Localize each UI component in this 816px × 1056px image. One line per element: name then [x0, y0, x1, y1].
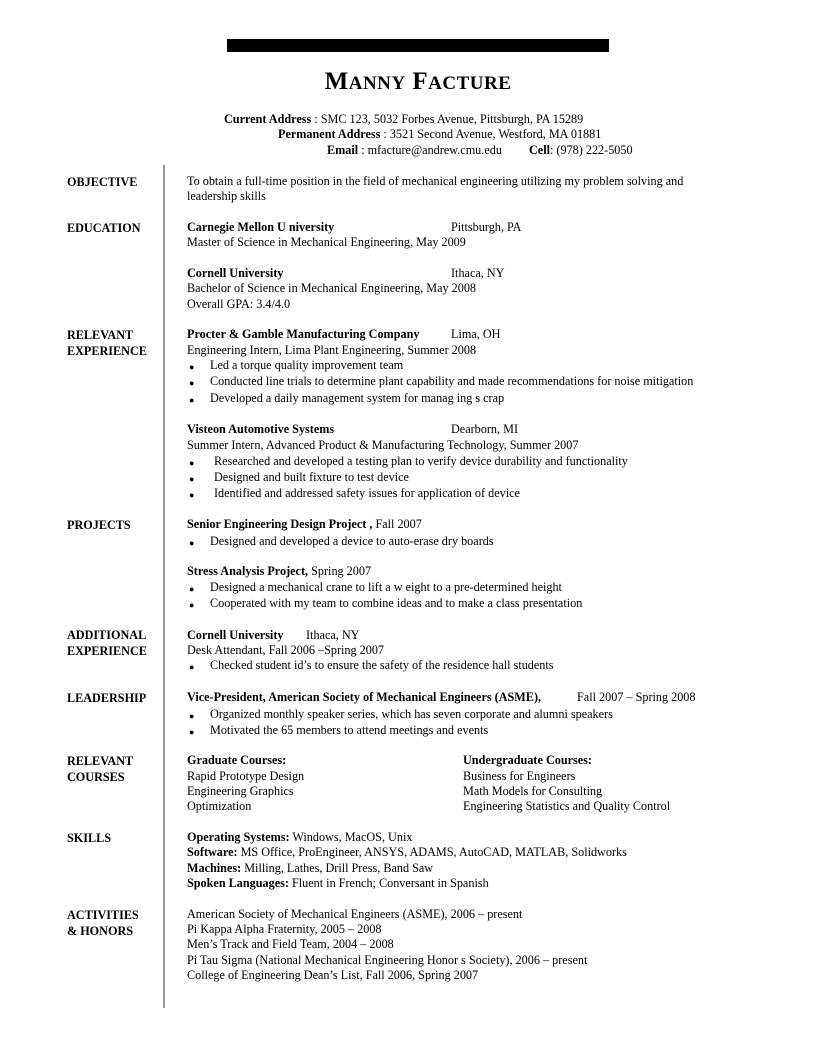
pg-company: Procter & Gamble Manufacturing Company: [187, 327, 420, 341]
bullet-icon: ●: [189, 458, 195, 468]
cmu-location: Pittsburgh, PA: [451, 220, 522, 234]
objective-line-2: leadership skills: [187, 189, 266, 203]
bullet-icon: ●: [189, 490, 195, 500]
cmu-degree: Master of Science in Mechanical Engineering, May 2009: [187, 235, 466, 249]
bullet-icon: ●: [189, 662, 195, 672]
visteon-bullet-3: Identified and addressed safety issues for application of device: [214, 486, 520, 500]
additional-location: Ithaca, NY: [306, 628, 360, 642]
activities-label: ACTIVITIES & HONORS: [67, 908, 139, 938]
cornell-gpa: Overall GPA: 3.4/4.0: [187, 297, 291, 311]
undergrad-courses-header: Undergraduate Courses:: [463, 753, 592, 767]
pg-location: Lima, OH: [451, 327, 501, 341]
grad-course: Optimization: [187, 799, 252, 813]
skills-software: Software: MS Office, ProEngineer, ANSYS, ADAMS, AutoCAD, MATLAB, Solidworks: [187, 845, 627, 859]
bullet-icon: ●: [189, 600, 195, 610]
grad-course: Rapid Prototype Design: [187, 769, 305, 783]
undergrad-course: Engineering Statistics and Quality Control: [463, 799, 671, 813]
additional-experience-label: ADDITIONAL EXPERIENCE: [67, 628, 147, 658]
visteon-bullet-1: Researched and developed a testing plan to verify device durability and functionality: [214, 454, 628, 468]
bullet-icon: ●: [189, 584, 195, 594]
visteon-company: Visteon Automotive Systems: [187, 422, 335, 436]
bullet-icon: ●: [189, 711, 195, 721]
section-divider: [163, 165, 165, 1008]
candidate-name: MANNY FACTURE: [324, 68, 512, 95]
additional-bullet-1: Checked student id’s to ensure the safety of the residence hall students: [210, 658, 554, 672]
objective-line-1: To obtain a full-time position in the field of mechanical engineering utilizing my problem solving and: [187, 174, 684, 188]
education-label: EDUCATION: [67, 221, 141, 235]
undergrad-course: Business for Engineers: [463, 769, 576, 783]
skills-languages: Spoken Languages: Fluent in French; Conversant in Spanish: [187, 876, 489, 890]
project-2-bullet-1: Designed a mechanical crane to lift a w eight to a pre-determined height: [210, 580, 562, 594]
courses-label: RELEVANT COURSES: [67, 754, 134, 784]
undergrad-course: Math Models for Consulting: [463, 784, 603, 798]
email-line: Email : mfacture@andrew.cmu.edu: [327, 143, 502, 157]
additional-role: Desk Attendant, Fall 2006 –Spring 2007: [187, 643, 385, 657]
bullet-icon: ●: [189, 538, 195, 548]
additional-org: Cornell University: [187, 628, 284, 642]
leadership-title: Vice-President, American Society of Mechanical Engineers (ASME),: [187, 690, 542, 704]
permanent-address: Permanent Address : 3521 Second Avenue, Westford, MA 01881: [278, 127, 602, 141]
pg-bullet-1: Led a torque quality improvement team: [210, 358, 404, 372]
skills-label: SKILLS: [67, 831, 112, 845]
cornell-name: Cornell University: [187, 266, 284, 280]
visteon-bullet-2: Designed and built fixture to test device: [214, 470, 409, 484]
activity-item: College of Engineering Dean’s List, Fall 2006, Spring 2007: [187, 968, 479, 982]
skills-os: Operating Systems: Windows, MacOS, Unix: [187, 830, 413, 844]
cmu-name: Carnegie Mellon U niversity: [187, 220, 335, 234]
pg-bullet-3: Developed a daily management system for manag ing s crap: [210, 391, 505, 405]
activity-item: Pi Kappa Alpha Fraternity, 2005 – 2008: [187, 922, 382, 936]
visteon-location: Dearborn, MI: [451, 422, 519, 436]
cornell-location: Ithaca, NY: [451, 266, 505, 280]
project-1-bullet-1: Designed and developed a device to auto-erase dry boards: [210, 534, 494, 548]
header-rule: [227, 39, 609, 52]
project-2-bullet-2: Cooperated with my team to combine ideas and to make a class presentation: [210, 596, 583, 610]
experience-label: RELEVANT EXPERIENCE: [67, 328, 147, 358]
leadership-dates: Fall 2007 – Spring 2008: [577, 690, 696, 704]
bullet-icon: ●: [189, 727, 195, 737]
grad-courses-header: Graduate Courses:: [187, 753, 287, 767]
bullet-icon: ●: [189, 378, 195, 388]
bullet-icon: ●: [189, 474, 195, 484]
activity-item: Pi Tau Sigma (National Mechanical Engineering Honor s Society), 2006 – present: [187, 953, 588, 967]
leadership-bullet-2: Motivated the 65 members to attend meetings and events: [210, 723, 489, 737]
project-2-title: Stress Analysis Project, Spring 2007: [187, 564, 372, 578]
current-address: Current Address : SMC 123, 5032 Forbes Avenue, Pittsburgh, PA 15289: [224, 112, 584, 126]
bullet-icon: ●: [189, 362, 195, 372]
cornell-degree: Bachelor of Science in Mechanical Engineering, May 2008: [187, 281, 477, 295]
leadership-label: LEADERSHIP: [67, 691, 147, 705]
activity-item: American Society of Mechanical Engineers (ASME), 2006 – present: [187, 907, 523, 921]
cell-line: Cell: (978) 222-5050: [529, 143, 633, 157]
pg-role: Engineering Intern, Lima Plant Engineering, Summer 2008: [187, 343, 477, 357]
leadership-bullet-1: Organized monthly speaker series, which has seven corporate and alumni speakers: [210, 707, 613, 721]
projects-label: PROJECTS: [67, 518, 131, 532]
activity-item: Men’s Track and Field Team, 2004 – 2008: [187, 937, 394, 951]
project-1-title: Senior Engineering Design Project , Fall 2007: [187, 517, 422, 531]
bullet-icon: ●: [189, 395, 195, 405]
objective-label: OBJECTIVE: [67, 175, 138, 189]
grad-course: Engineering Graphics: [187, 784, 294, 798]
visteon-role: Summer Intern, Advanced Product & Manufacturing Technology, Summer 2007: [187, 438, 579, 452]
skills-machines: Machines: Milling, Lathes, Drill Press, Band Saw: [187, 861, 434, 875]
email-link[interactable]: : mfacture@andrew.cmu.edu: [358, 143, 502, 157]
pg-bullet-2: Conducted line trials to determine plant capability and made recommendations for noise mitigation: [210, 374, 694, 388]
